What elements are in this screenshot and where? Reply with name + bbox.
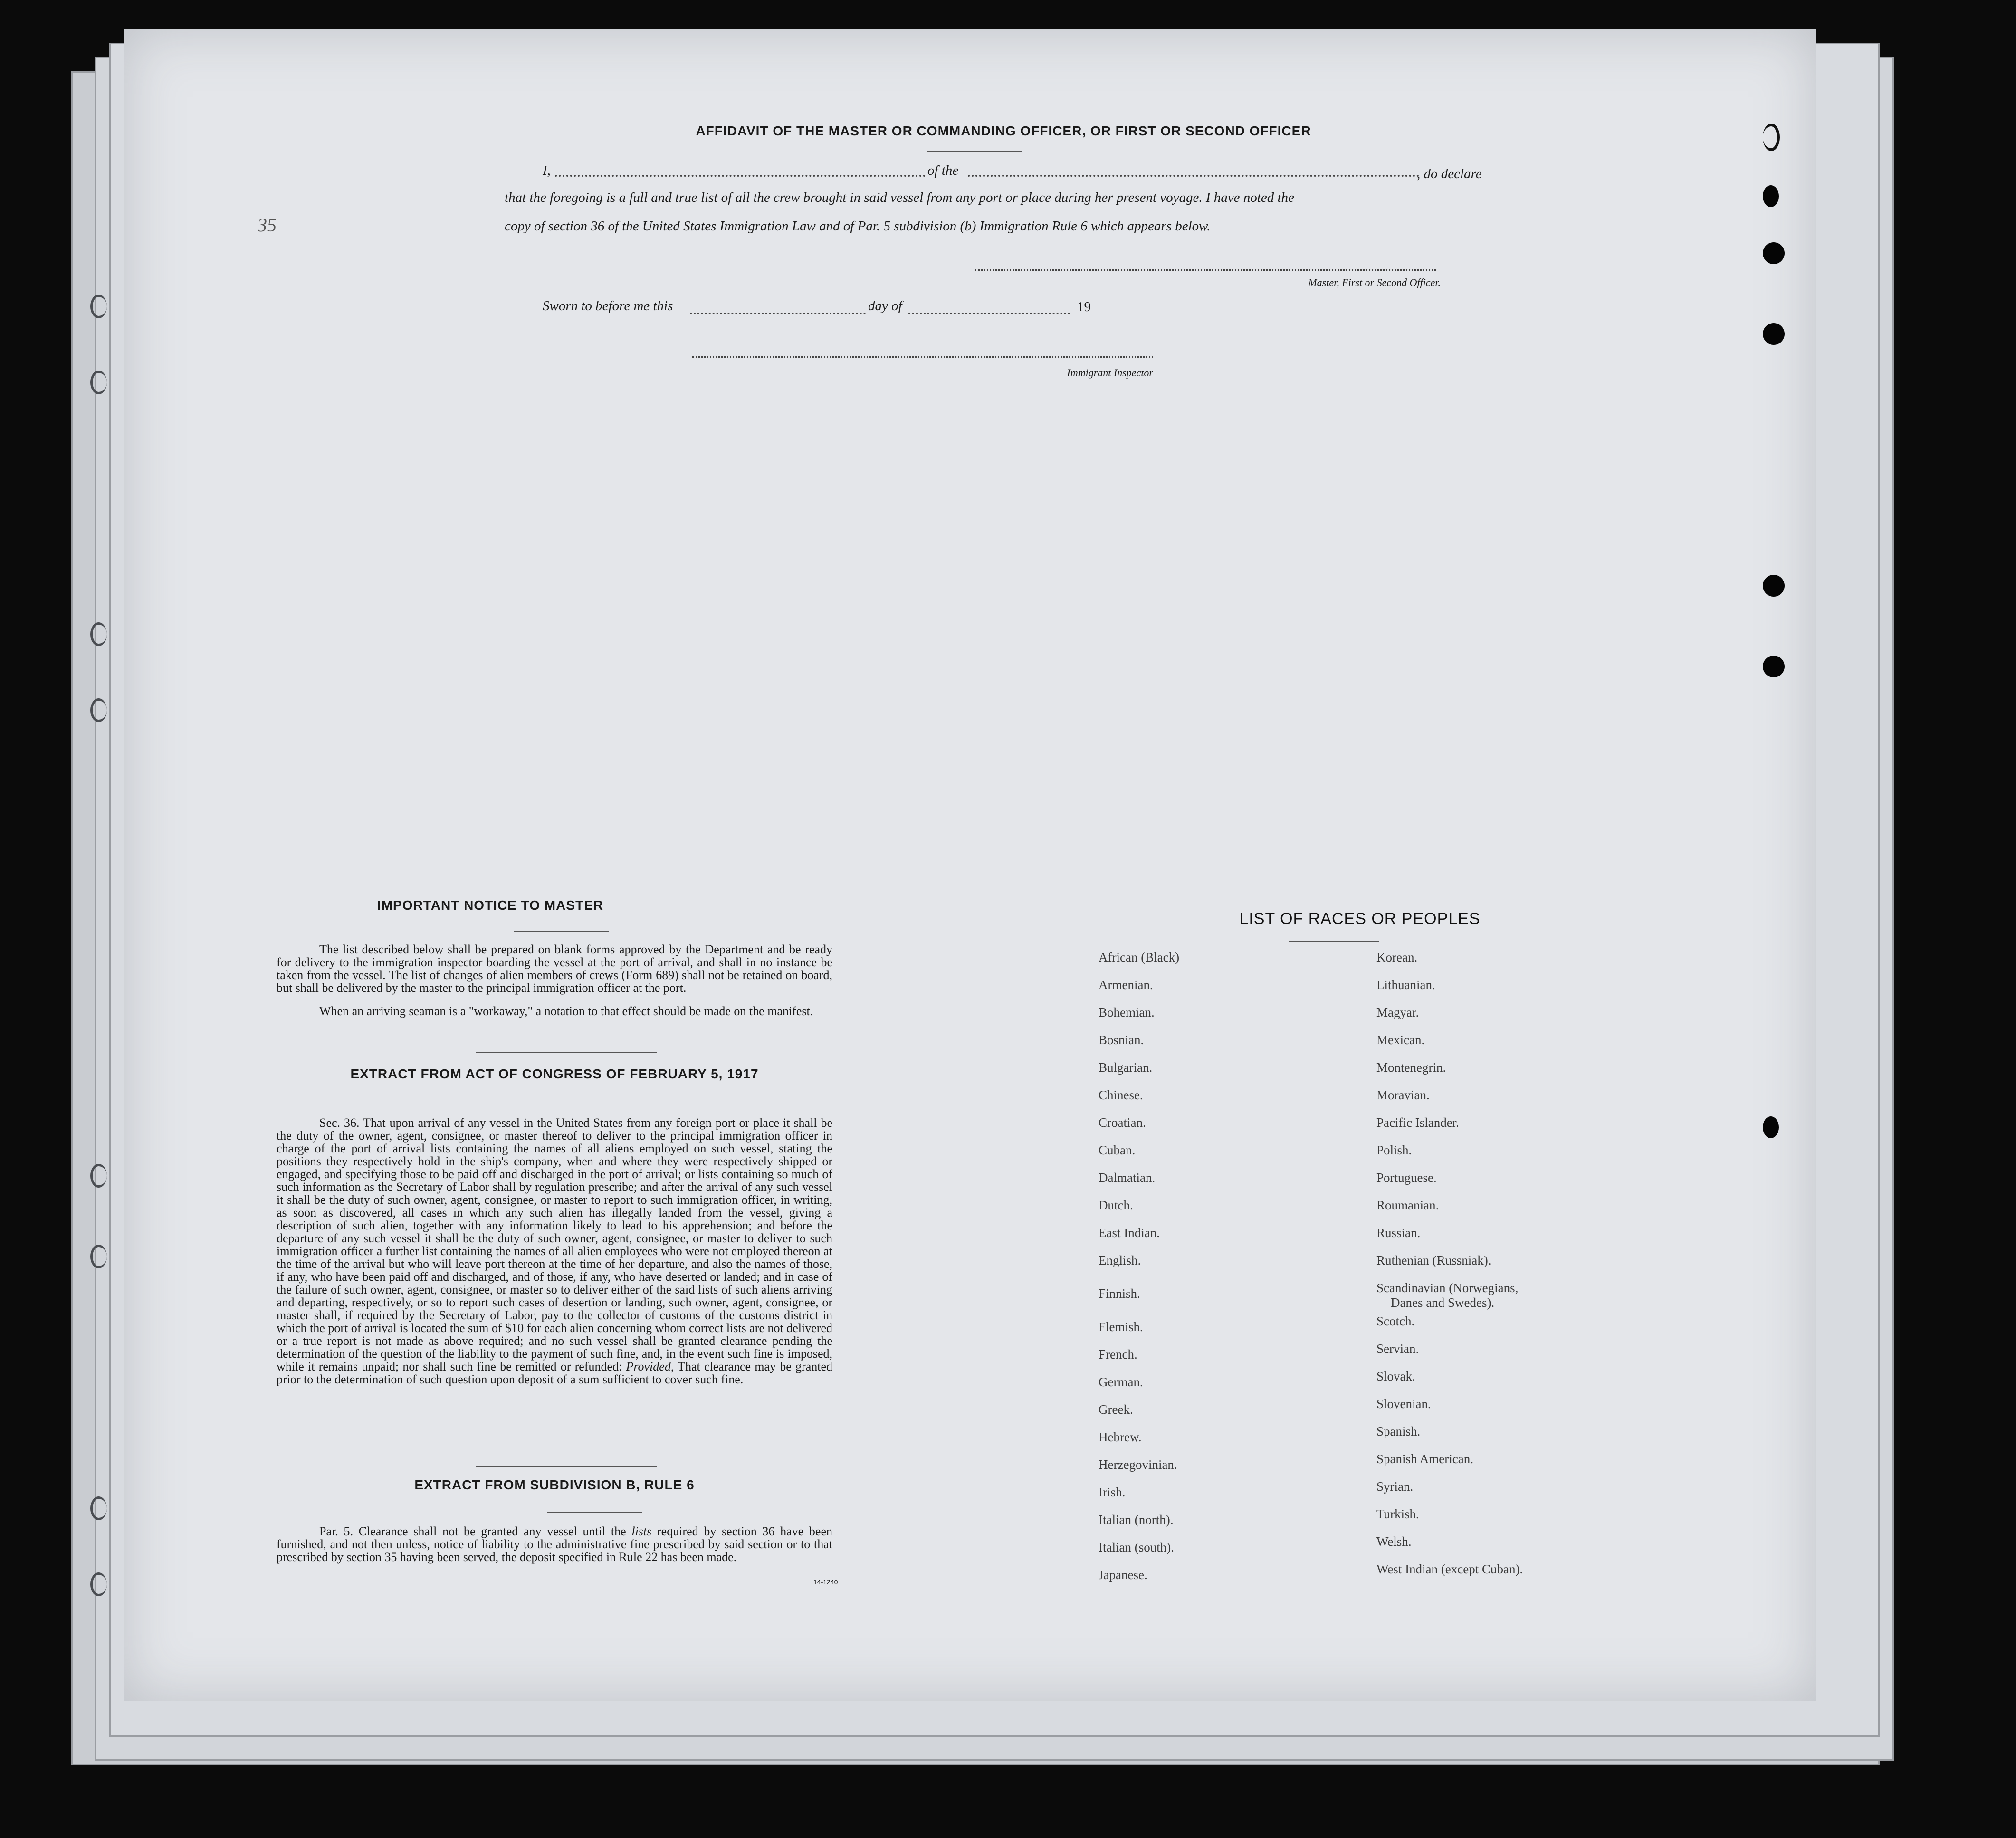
divider (547, 1512, 642, 1513)
punch-hole (1763, 575, 1785, 597)
race-item: Roumanian. (1376, 1198, 1439, 1212)
punch-hole (1763, 124, 1780, 151)
rule-extract-title: EXTRACT FROM SUBDIVISION B, RULE 6 (414, 1477, 695, 1492)
race-item: East Indian. (1099, 1226, 1160, 1240)
race-item: Bohemian. (1099, 1005, 1155, 1019)
race-item: Portuguese. (1376, 1171, 1437, 1185)
race-item: Herzegovinian. (1099, 1457, 1177, 1472)
race-item: Spanish American. (1376, 1452, 1473, 1466)
race-item: Slovenian. (1376, 1397, 1431, 1411)
races-left-column (1099, 950, 1346, 1595)
sworn-month-field[interactable] (908, 313, 1070, 314)
master-signature-field[interactable] (975, 269, 1436, 271)
race-item: Italian (north). (1099, 1513, 1174, 1527)
race-item: Syrian. (1376, 1479, 1414, 1494)
race-item: Armenian. (1099, 978, 1153, 992)
rule-paragraph (277, 1525, 832, 1563)
vessel-name-field[interactable] (968, 175, 1419, 177)
punch-hole (1763, 242, 1785, 264)
section-text-a: That upon arrival of any vessel in the United States from any foreign port or place it shall be the duty of the owner, agent, consignee, or master thereof to deliver to the principal immigration officer in charge of the port of arrival lists containing the names of all aliens employed on such vessel, stating the positions they respectively hold in the ship's company, when and where they were respectively shipped or engaged, and specifying those to be paid off and discharged in the port of arrival; or lists containing so much of such information as the Secretary of Labor shall by regulation prescribe; and after the arrival of any such vessel it shall be the duty of such owner, agent, consignee, or master to report to such immigration officer, in writing, as soon as discovered, all cases in which any such alien has illegally landed from the vessel, giving a description of such alien, together with any information likely to lead to his apprehension; and before the departure of any such vessel it shall be the duty of such owner, agent, consignee, or master to deliver to such immigration officer a further list containing the names of all alien employees who were not employed thereon at the time of the arrival but who will leave port thereon at the time of her departure, and also the names of those, if any, who have been paid off and discharged, and of those, if any, who have deserted or landed; and in case of the failure of such owner, agent, consignee, or master so to deliver either of the said lists of such aliens arriving and departing, respectively, or so to report such cases of desertion or landing, such owner, agent, consignee, or master shall, if required by the Secretary of Labor, pay to the collector of customs of the customs district in which the port of arrival is located the sum of $10 for each alien concerning whom correct lists are not delivered or a true report is not made as above required; and no such vessel shall be granted clearance pending the determination of the question of the liability to the payment of such fine, and, in the event such fine is imposed, while it remains unpaid; nor shall such fine be remitted or refunded: (277, 1116, 832, 1373)
form-number: 14-1240 (813, 1578, 838, 1586)
binder-tab (90, 622, 107, 646)
race-item: Dutch. (1099, 1198, 1133, 1212)
race-item: Mexican. (1376, 1033, 1425, 1047)
race-item: Korean. (1376, 950, 1418, 964)
divider (927, 151, 1022, 152)
race-item: Bulgarian. (1099, 1060, 1153, 1075)
race-item: Polish. (1376, 1143, 1412, 1157)
year-label: 19 (1077, 299, 1091, 314)
notice-paragraph-1: The list described below shall be prepared on blank forms approved by the Department and be ready for delivery to the immigration inspector boarding the vessel at the port of arrival, and shall in no instance be taken from the vessel. The list of changes of alien members of crews (Form 689) shall not be retained on board, but shall be delivered by the master to the principal immigration officer at the port. (277, 943, 832, 995)
race-item: Croatian. (1099, 1115, 1146, 1130)
race-item: Spanish. (1376, 1424, 1421, 1438)
race-item-line: Scandinavian (Norwegians, (1376, 1281, 1519, 1295)
race-item (1376, 1281, 1662, 1314)
race-item: English. (1099, 1253, 1141, 1267)
divider (476, 1052, 657, 1053)
inspector-signature-field[interactable] (692, 356, 1153, 358)
divider (476, 1466, 657, 1467)
divider (1289, 941, 1379, 942)
binder-tab (90, 371, 107, 394)
binder-tab (90, 1245, 107, 1268)
race-item: German. (1099, 1375, 1143, 1389)
master-signature-label: Master, First or Second Officer. (1308, 276, 1441, 288)
section-text-b: That clearance may be granted prior to the determination of such question upon deposit of a sum sufficient to cover such fine. (277, 1360, 833, 1386)
sworn-label: Sworn to before me this (543, 298, 673, 314)
of-the-label: of the (927, 163, 959, 178)
notice-title: IMPORTANT NOTICE TO MASTER (377, 898, 604, 913)
act-section-36-text (277, 1116, 832, 1386)
race-item: Slovak. (1376, 1369, 1415, 1383)
race-item: Scotch. (1376, 1314, 1415, 1328)
races-title: LIST OF RACES OR PEOPLES (1239, 910, 1481, 928)
affidavit-text-line2: that the foregoing is a full and true list of all the crew brought in said vessel from any port or place during her present voyage. I have noted the (505, 190, 1294, 205)
binder-tab (90, 1164, 107, 1188)
race-item: Finnish. (1099, 1286, 1140, 1301)
binder-tab (90, 1496, 107, 1520)
race-item: Russian. (1376, 1226, 1421, 1240)
race-item: African (Black) (1099, 950, 1180, 964)
races-right-column (1376, 950, 1662, 1590)
inspector-label: Immigrant Inspector (1067, 367, 1153, 379)
race-item: Pacific Islander. (1376, 1115, 1459, 1130)
notice-paragraph-2: When an arriving seaman is a "workaway," a notation to that effect should be made on the manifest. (319, 1004, 813, 1018)
race-item: Magyar. (1376, 1005, 1419, 1019)
margin-mark: 35 (258, 214, 277, 236)
race-item-line: Danes and Swedes). (1391, 1295, 1495, 1310)
manifest-page (124, 29, 1816, 1701)
race-item: Flemish. (1099, 1320, 1143, 1334)
affidavit-text-line3: copy of section 36 of the United States Immigration Law and of Par. 5 subdivision (b) Immigration Rule 6 which appears below. (505, 219, 1211, 234)
race-item: Cuban. (1099, 1143, 1136, 1157)
punch-hole (1763, 1116, 1779, 1138)
race-item: Montenegrin. (1376, 1060, 1446, 1075)
race-item: Servian. (1376, 1342, 1419, 1356)
do-declare-label: , do declare (1417, 166, 1482, 181)
punch-hole (1763, 323, 1785, 345)
race-item: Bosnian. (1099, 1033, 1144, 1047)
binder-tab (90, 698, 107, 722)
declarant-name-field[interactable] (555, 175, 926, 177)
punch-hole (1763, 185, 1779, 207)
binder-tab (90, 1572, 107, 1596)
race-item: Japanese. (1099, 1568, 1147, 1582)
divider (514, 931, 609, 932)
provided-word: Provided, (626, 1360, 674, 1373)
race-item: Irish. (1099, 1485, 1126, 1499)
act-extract-title: EXTRACT FROM ACT OF CONGRESS OF FEBRUARY 5, 1917 (350, 1067, 759, 1081)
race-item: French. (1099, 1347, 1137, 1362)
race-item: Italian (south). (1099, 1540, 1174, 1554)
affidavit-title: AFFIDAVIT OF THE MASTER OR COMMANDING OFFICER, OR FIRST OR SECOND OFFICER (696, 124, 1311, 138)
race-item: Ruthenian (Russniak). (1376, 1253, 1491, 1267)
race-item: Chinese. (1099, 1088, 1143, 1102)
race-item: Moravian. (1376, 1088, 1430, 1102)
race-item: Lithuanian. (1376, 978, 1435, 992)
declarant-label: I, (543, 163, 551, 178)
race-item: Greek. (1099, 1402, 1133, 1417)
section-label: Sec. 36. (319, 1116, 360, 1130)
day-of-label: day of (868, 298, 902, 314)
rule-text-b: required by section 36 have been furnished, and not then unless, notice of liability to the administrative fine prescribed by said section or to that prescribed by section 35 having been served, the deposit specified in Rule 22 has been made. (277, 1524, 832, 1564)
punch-hole (1763, 656, 1785, 677)
race-item: Dalmatian. (1099, 1171, 1156, 1185)
binder-tab (90, 295, 107, 318)
race-item: Welsh. (1376, 1534, 1412, 1549)
race-item: Turkish. (1376, 1507, 1419, 1521)
lists-word: lists (631, 1524, 652, 1538)
sworn-day-field[interactable] (690, 313, 866, 314)
race-item: Hebrew. (1099, 1430, 1142, 1444)
race-item: West Indian (except Cuban). (1376, 1562, 1523, 1576)
rule-text-a: Par. 5. Clearance shall not be granted any vessel until the (319, 1524, 626, 1538)
